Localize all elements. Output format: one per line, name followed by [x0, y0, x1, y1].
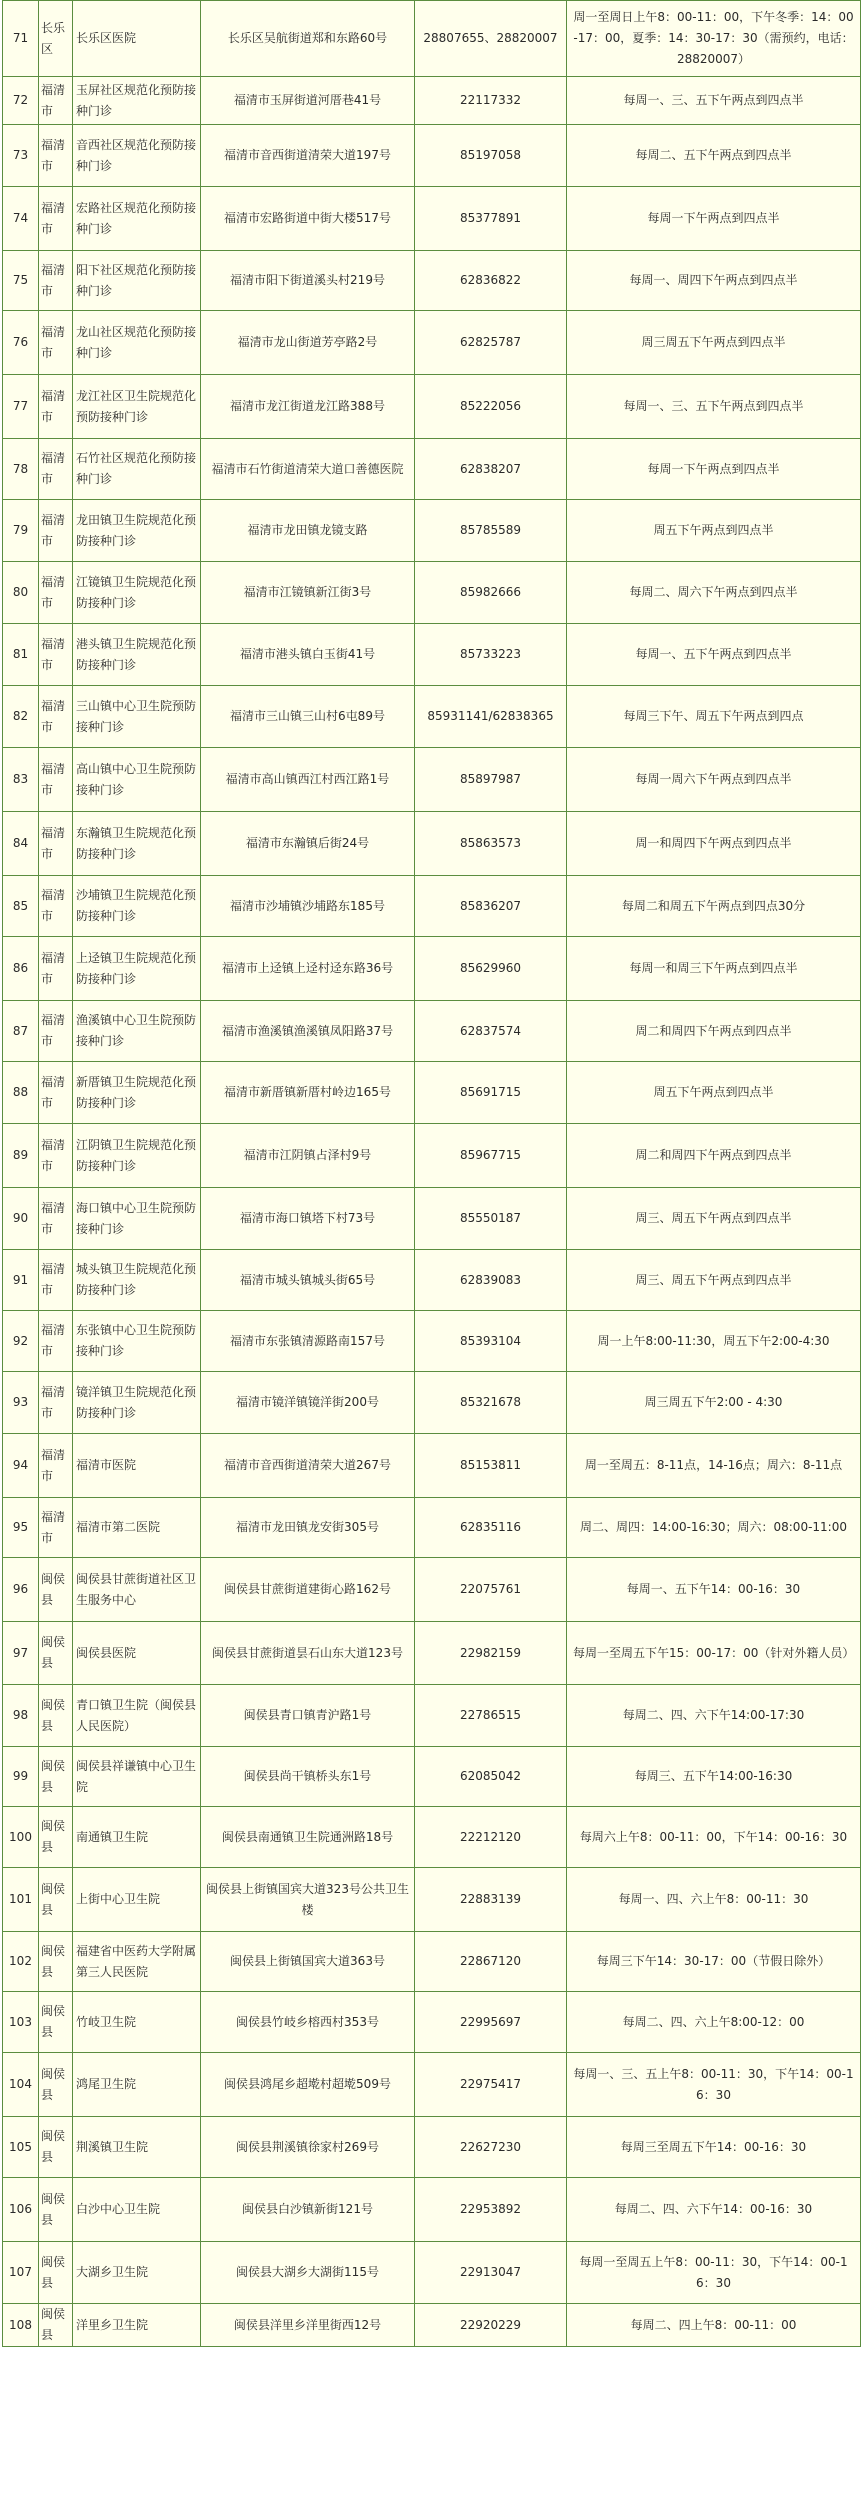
hours-cell: 周一和周四下午两点到四点半	[567, 812, 861, 876]
hours-cell: 周三、周五下午两点到四点半	[567, 1188, 861, 1250]
address-cell: 福清市阳下街道溪头村219号	[201, 251, 415, 311]
table-row	[3, 187, 861, 251]
address-cell: 福清市镜洋镇镜洋街200号	[201, 1372, 415, 1434]
phone-cell: 85393104	[415, 1311, 567, 1372]
clinic-name-cell: 江镜镇卫生院规范化预防接种门诊	[73, 562, 201, 624]
table-row	[3, 375, 861, 439]
clinic-name-cell: 福清市医院	[73, 1434, 201, 1498]
table-row	[3, 624, 861, 686]
address-cell: 福清市东瀚镇后街24号	[201, 812, 415, 876]
phone-cell: 85733223	[415, 624, 567, 686]
district-cell: 福清市	[39, 251, 73, 311]
district-cell: 闽侯县	[39, 1747, 73, 1807]
district-cell: 福清市	[39, 500, 73, 562]
row-number-cell: 85	[3, 876, 39, 937]
address-cell: 闽侯县竹岐乡榕西村353号	[201, 1992, 415, 2053]
clinic-name-cell: 阳下社区规范化预防接种门诊	[73, 251, 201, 311]
table-row	[3, 251, 861, 311]
address-cell: 福清市海口镇塔下村73号	[201, 1188, 415, 1250]
district-cell: 福清市	[39, 1498, 73, 1558]
address-cell: 闽侯县上街镇国宾大道363号	[201, 1932, 415, 1992]
address-cell: 福清市音西街道清荣大道197号	[201, 125, 415, 187]
clinic-name-cell: 闽侯县甘蔗街道社区卫生服务中心	[73, 1558, 201, 1622]
hours-cell: 周三周五下午2:00 - 4:30	[567, 1372, 861, 1434]
table-row	[3, 1498, 861, 1558]
clinic-name-cell: 音西社区规范化预防接种门诊	[73, 125, 201, 187]
hours-cell: 周一至周日上午8：00-11：00，下午冬季：14：00-17：00，夏季：14：30-17：30（需预约，电话：28820007）	[567, 1, 861, 77]
clinic-name-cell: 鸿尾卫生院	[73, 2053, 201, 2117]
hours-cell: 每周二和周五下午两点到四点30分	[567, 876, 861, 937]
table-row	[3, 500, 861, 562]
clinic-name-cell: 南通镇卫生院	[73, 1807, 201, 1868]
phone-cell: 22953892	[415, 2178, 567, 2242]
district-cell: 闽侯县	[39, 2178, 73, 2242]
hours-cell: 每周一下午两点到四点半	[567, 187, 861, 251]
address-cell: 闽侯县鸿尾乡超墘村超墘509号	[201, 2053, 415, 2117]
table-row	[3, 2304, 861, 2347]
table-row	[3, 748, 861, 812]
district-cell: 福清市	[39, 187, 73, 251]
district-cell: 闽侯县	[39, 1868, 73, 1932]
hours-cell: 周一至周五：8-11点，14-16点；周六：8-11点	[567, 1434, 861, 1498]
clinic-name-cell: 上迳镇卫生院规范化预防接种门诊	[73, 937, 201, 1001]
hours-cell: 每周一、周四下午两点到四点半	[567, 251, 861, 311]
phone-cell: 85550187	[415, 1188, 567, 1250]
clinic-name-cell: 石竹社区规范化预防接种门诊	[73, 439, 201, 500]
hours-cell: 每周二、四、六下午14：00-16：30	[567, 2178, 861, 2242]
address-cell: 福清市新厝镇新厝村岭边165号	[201, 1062, 415, 1124]
phone-cell: 22867120	[415, 1932, 567, 1992]
clinic-name-cell: 闽侯县医院	[73, 1622, 201, 1685]
clinic-name-cell: 港头镇卫生院规范化预防接种门诊	[73, 624, 201, 686]
hours-cell: 每周三、五下午14:00-16:30	[567, 1747, 861, 1807]
clinic-name-cell: 福清市第二医院	[73, 1498, 201, 1558]
hours-cell: 每周三下午、周五下午两点到四点	[567, 686, 861, 748]
table-row	[3, 1062, 861, 1124]
clinic-name-cell: 宏路社区规范化预防接种门诊	[73, 187, 201, 251]
district-cell: 闽侯县	[39, 1807, 73, 1868]
district-cell: 福清市	[39, 311, 73, 375]
hours-cell: 每周一至周五下午15：00-17：00（针对外籍人员）	[567, 1622, 861, 1685]
table-row	[3, 1250, 861, 1311]
address-cell: 福清市玉屏街道河厝巷41号	[201, 77, 415, 125]
hours-cell: 每周一、三、五下午两点到四点半	[567, 375, 861, 439]
row-number-cell: 107	[3, 2242, 39, 2304]
district-cell: 福清市	[39, 1124, 73, 1188]
phone-cell: 85967715	[415, 1124, 567, 1188]
hours-cell: 每周一和周三下午两点到四点半	[567, 937, 861, 1001]
phone-cell: 85197058	[415, 125, 567, 187]
hours-cell: 周五下午两点到四点半	[567, 1062, 861, 1124]
address-cell: 福清市龙山街道芳亭路2号	[201, 311, 415, 375]
row-number-cell: 74	[3, 187, 39, 251]
address-cell: 福清市城头镇城头街65号	[201, 1250, 415, 1311]
address-cell: 闽侯县白沙镇新街121号	[201, 2178, 415, 2242]
table-row	[3, 1622, 861, 1685]
row-number-cell: 84	[3, 812, 39, 876]
hours-cell: 每周一、五下午两点到四点半	[567, 624, 861, 686]
hours-cell: 每周二、周六下午两点到四点半	[567, 562, 861, 624]
vaccination-clinic-table	[2, 0, 861, 2347]
phone-cell: 85931141/62838365	[415, 686, 567, 748]
address-cell: 福清市上迳镇上迳村迳东路36号	[201, 937, 415, 1001]
table-row	[3, 1558, 861, 1622]
table-row	[3, 77, 861, 125]
address-cell: 福清市宏路街道中街大楼517号	[201, 187, 415, 251]
row-number-cell: 94	[3, 1434, 39, 1498]
district-cell: 福清市	[39, 77, 73, 125]
district-cell: 闽侯县	[39, 2242, 73, 2304]
table-row	[3, 876, 861, 937]
hours-cell: 每周二、五下午两点到四点半	[567, 125, 861, 187]
phone-cell: 22995697	[415, 1992, 567, 2053]
table-row	[3, 1932, 861, 1992]
district-cell: 福清市	[39, 1311, 73, 1372]
address-cell: 闽侯县甘蔗街道昙石山东大道123号	[201, 1622, 415, 1685]
phone-cell: 85629960	[415, 937, 567, 1001]
address-cell: 福清市港头镇白玉街41号	[201, 624, 415, 686]
clinic-name-cell: 长乐区医院	[73, 1, 201, 77]
address-cell: 闽侯县南通镇卫生院通洲路18号	[201, 1807, 415, 1868]
hours-cell: 每周六上午8：00-11：00，下午14：00-16：30	[567, 1807, 861, 1868]
row-number-cell: 106	[3, 2178, 39, 2242]
row-number-cell: 83	[3, 748, 39, 812]
table-row	[3, 1188, 861, 1250]
clinic-name-cell: 高山镇中心卫生院预防接种门诊	[73, 748, 201, 812]
phone-cell: 85982666	[415, 562, 567, 624]
row-number-cell: 97	[3, 1622, 39, 1685]
address-cell: 闽侯县洋里乡洋里街西12号	[201, 2304, 415, 2347]
district-cell: 福清市	[39, 375, 73, 439]
row-number-cell: 72	[3, 77, 39, 125]
table-row	[3, 1434, 861, 1498]
table-row	[3, 937, 861, 1001]
hours-cell: 每周一至周五上午8：00-11：30，下午14：00-16：30	[567, 2242, 861, 2304]
district-cell: 福清市	[39, 1250, 73, 1311]
clinic-name-cell: 闽侯县祥谦镇中心卫生院	[73, 1747, 201, 1807]
row-number-cell: 98	[3, 1685, 39, 1747]
phone-cell: 62837574	[415, 1001, 567, 1062]
address-cell: 闽侯县荆溪镇徐家村269号	[201, 2117, 415, 2178]
clinic-name-cell: 龙江社区卫生院规范化预防接种门诊	[73, 375, 201, 439]
phone-cell: 85836207	[415, 876, 567, 937]
address-cell: 福清市龙江街道龙江路388号	[201, 375, 415, 439]
district-cell: 闽侯县	[39, 2304, 73, 2347]
phone-cell: 22883139	[415, 1868, 567, 1932]
table-row	[3, 562, 861, 624]
district-cell: 福清市	[39, 562, 73, 624]
phone-cell: 22913047	[415, 2242, 567, 2304]
clinic-name-cell: 江阴镇卫生院规范化预防接种门诊	[73, 1124, 201, 1188]
clinic-name-cell: 渔溪镇中心卫生院预防接种门诊	[73, 1001, 201, 1062]
address-cell: 福清市江镜镇新江街3号	[201, 562, 415, 624]
hours-cell: 周五下午两点到四点半	[567, 500, 861, 562]
district-cell: 福清市	[39, 1372, 73, 1434]
phone-cell: 62839083	[415, 1250, 567, 1311]
hours-cell: 周三、周五下午两点到四点半	[567, 1250, 861, 1311]
hours-cell: 每周三下午14：30-17：00（节假日除外）	[567, 1932, 861, 1992]
table-row	[3, 686, 861, 748]
table-row	[3, 2053, 861, 2117]
district-cell: 闽侯县	[39, 1932, 73, 1992]
phone-cell: 62835116	[415, 1498, 567, 1558]
row-number-cell: 93	[3, 1372, 39, 1434]
row-number-cell: 92	[3, 1311, 39, 1372]
table-row	[3, 1372, 861, 1434]
phone-cell: 62085042	[415, 1747, 567, 1807]
clinic-name-cell: 洋里乡卫生院	[73, 2304, 201, 2347]
hours-cell: 周三周五下午两点到四点半	[567, 311, 861, 375]
district-cell: 闽侯县	[39, 2053, 73, 2117]
clinic-name-cell: 上街中心卫生院	[73, 1868, 201, 1932]
hours-cell: 每周二、四、六下午14:00-17:30	[567, 1685, 861, 1747]
row-number-cell: 108	[3, 2304, 39, 2347]
hours-cell: 每周三至周五下午14：00-16：30	[567, 2117, 861, 2178]
row-number-cell: 96	[3, 1558, 39, 1622]
address-cell: 福清市音西街道清荣大道267号	[201, 1434, 415, 1498]
row-number-cell: 81	[3, 624, 39, 686]
table-row	[3, 311, 861, 375]
hours-cell: 每周二、四上午8：00-11：00	[567, 2304, 861, 2347]
row-number-cell: 88	[3, 1062, 39, 1124]
phone-cell: 62838207	[415, 439, 567, 500]
hours-cell: 周二和周四下午两点到四点半	[567, 1001, 861, 1062]
address-cell: 闽侯县大湖乡大湖街115号	[201, 2242, 415, 2304]
row-number-cell: 105	[3, 2117, 39, 2178]
clinic-name-cell: 海口镇中心卫生院预防接种门诊	[73, 1188, 201, 1250]
clinic-name-cell: 玉屏社区规范化预防接种门诊	[73, 77, 201, 125]
district-cell: 闽侯县	[39, 1992, 73, 2053]
table-row	[3, 1992, 861, 2053]
phone-cell: 85222056	[415, 375, 567, 439]
row-number-cell: 80	[3, 562, 39, 624]
hours-cell: 每周二、四、六上午8:00-12：00	[567, 1992, 861, 2053]
district-cell: 福清市	[39, 1001, 73, 1062]
district-cell: 福清市	[39, 686, 73, 748]
row-number-cell: 89	[3, 1124, 39, 1188]
address-cell: 福清市石竹街道清荣大道口善德医院	[201, 439, 415, 500]
row-number-cell: 104	[3, 2053, 39, 2117]
clinic-name-cell: 福建省中医药大学附属第三人民医院	[73, 1932, 201, 1992]
hours-cell: 周二、周四：14:00-16:30；周六：08:00-11:00	[567, 1498, 861, 1558]
district-cell: 闽侯县	[39, 1685, 73, 1747]
district-cell: 福清市	[39, 748, 73, 812]
phone-cell: 22982159	[415, 1622, 567, 1685]
table-row	[3, 125, 861, 187]
district-cell: 福清市	[39, 1434, 73, 1498]
district-cell: 闽侯县	[39, 2117, 73, 2178]
table-row	[3, 1807, 861, 1868]
hours-cell: 每周一、三、五上午8：00-11：30，下午14：00-16：30	[567, 2053, 861, 2117]
address-cell: 福清市江阴镇占泽村9号	[201, 1124, 415, 1188]
table-row	[3, 2117, 861, 2178]
hours-cell: 每周一、五下午14：00-16：30	[567, 1558, 861, 1622]
row-number-cell: 76	[3, 311, 39, 375]
row-number-cell: 79	[3, 500, 39, 562]
row-number-cell: 71	[3, 1, 39, 77]
row-number-cell: 82	[3, 686, 39, 748]
address-cell: 福清市龙田镇龙镜支路	[201, 500, 415, 562]
row-number-cell: 78	[3, 439, 39, 500]
row-number-cell: 95	[3, 1498, 39, 1558]
district-cell: 长乐区	[39, 1, 73, 77]
phone-cell: 22117332	[415, 77, 567, 125]
table-row	[3, 439, 861, 500]
clinic-name-cell: 荆溪镇卫生院	[73, 2117, 201, 2178]
clinic-name-cell: 青口镇卫生院（闽侯县人民医院）	[73, 1685, 201, 1747]
phone-cell: 22627230	[415, 2117, 567, 2178]
address-cell: 长乐区吴航街道郑和东路60号	[201, 1, 415, 77]
table-row	[3, 1747, 861, 1807]
hours-cell: 每周一周六下午两点到四点半	[567, 748, 861, 812]
address-cell: 闽侯县青口镇青沪路1号	[201, 1685, 415, 1747]
phone-cell: 22075761	[415, 1558, 567, 1622]
table-row	[3, 1124, 861, 1188]
district-cell: 闽侯县	[39, 1558, 73, 1622]
hours-cell: 每周一、四、六上午8：00-11：30	[567, 1868, 861, 1932]
district-cell: 福清市	[39, 624, 73, 686]
row-number-cell: 87	[3, 1001, 39, 1062]
phone-cell: 85153811	[415, 1434, 567, 1498]
clinic-name-cell: 龙田镇卫生院规范化预防接种门诊	[73, 500, 201, 562]
table-row	[3, 1685, 861, 1747]
row-number-cell: 90	[3, 1188, 39, 1250]
table-row	[3, 1001, 861, 1062]
clinic-name-cell: 白沙中心卫生院	[73, 2178, 201, 2242]
phone-cell: 22920229	[415, 2304, 567, 2347]
district-cell: 福清市	[39, 937, 73, 1001]
clinic-name-cell: 沙埔镇卫生院规范化预防接种门诊	[73, 876, 201, 937]
address-cell: 福清市高山镇西江村西江路1号	[201, 748, 415, 812]
phone-cell: 85785589	[415, 500, 567, 562]
table-row	[3, 1, 861, 77]
address-cell: 闽侯县尚干镇桥头东1号	[201, 1747, 415, 1807]
row-number-cell: 75	[3, 251, 39, 311]
clinic-name-cell: 三山镇中心卫生院预防接种门诊	[73, 686, 201, 748]
table-body	[3, 1, 861, 2347]
phone-cell: 22786515	[415, 1685, 567, 1747]
phone-cell: 22212120	[415, 1807, 567, 1868]
table-row	[3, 2242, 861, 2304]
clinic-name-cell: 东瀚镇卫生院规范化预防接种门诊	[73, 812, 201, 876]
table-row	[3, 812, 861, 876]
row-number-cell: 101	[3, 1868, 39, 1932]
clinic-name-cell: 东张镇中心卫生院预防接种门诊	[73, 1311, 201, 1372]
row-number-cell: 99	[3, 1747, 39, 1807]
district-cell: 福清市	[39, 1062, 73, 1124]
phone-cell: 85377891	[415, 187, 567, 251]
row-number-cell: 102	[3, 1932, 39, 1992]
hours-cell: 每周一、三、五下午两点到四点半	[567, 77, 861, 125]
clinic-name-cell: 竹岐卫生院	[73, 1992, 201, 2053]
phone-cell: 85863573	[415, 812, 567, 876]
address-cell: 闽侯县甘蔗街道建街心路162号	[201, 1558, 415, 1622]
row-number-cell: 100	[3, 1807, 39, 1868]
hours-cell: 周一上午8:00-11:30，周五下午2:00-4:30	[567, 1311, 861, 1372]
district-cell: 福清市	[39, 125, 73, 187]
phone-cell: 85321678	[415, 1372, 567, 1434]
hours-cell: 每周一下午两点到四点半	[567, 439, 861, 500]
clinic-name-cell: 大湖乡卫生院	[73, 2242, 201, 2304]
district-cell: 福清市	[39, 812, 73, 876]
table-row	[3, 2178, 861, 2242]
row-number-cell: 77	[3, 375, 39, 439]
phone-cell: 28807655、28820007	[415, 1, 567, 77]
district-cell: 闽侯县	[39, 1622, 73, 1685]
clinic-name-cell: 城头镇卫生院规范化预防接种门诊	[73, 1250, 201, 1311]
clinic-name-cell: 龙山社区规范化预防接种门诊	[73, 311, 201, 375]
phone-cell: 85897987	[415, 748, 567, 812]
row-number-cell: 91	[3, 1250, 39, 1311]
address-cell: 福清市渔溪镇渔溪镇凤阳路37号	[201, 1001, 415, 1062]
row-number-cell: 73	[3, 125, 39, 187]
address-cell: 福清市龙田镇龙安街305号	[201, 1498, 415, 1558]
row-number-cell: 103	[3, 1992, 39, 2053]
address-cell: 福清市沙埔镇沙埔路东185号	[201, 876, 415, 937]
phone-cell: 62825787	[415, 311, 567, 375]
clinic-name-cell: 新厝镇卫生院规范化预防接种门诊	[73, 1062, 201, 1124]
table-row	[3, 1311, 861, 1372]
district-cell: 福清市	[39, 439, 73, 500]
row-number-cell: 86	[3, 937, 39, 1001]
phone-cell: 22975417	[415, 2053, 567, 2117]
address-cell: 福清市三山镇三山村6屯89号	[201, 686, 415, 748]
clinic-name-cell: 镜洋镇卫生院规范化预防接种门诊	[73, 1372, 201, 1434]
district-cell: 福清市	[39, 1188, 73, 1250]
hours-cell: 周二和周四下午两点到四点半	[567, 1124, 861, 1188]
address-cell: 福清市东张镇清源路南157号	[201, 1311, 415, 1372]
address-cell: 闽侯县上街镇国宾大道323号公共卫生楼	[201, 1868, 415, 1932]
phone-cell: 85691715	[415, 1062, 567, 1124]
phone-cell: 62836822	[415, 251, 567, 311]
table-row	[3, 1868, 861, 1932]
district-cell: 福清市	[39, 876, 73, 937]
